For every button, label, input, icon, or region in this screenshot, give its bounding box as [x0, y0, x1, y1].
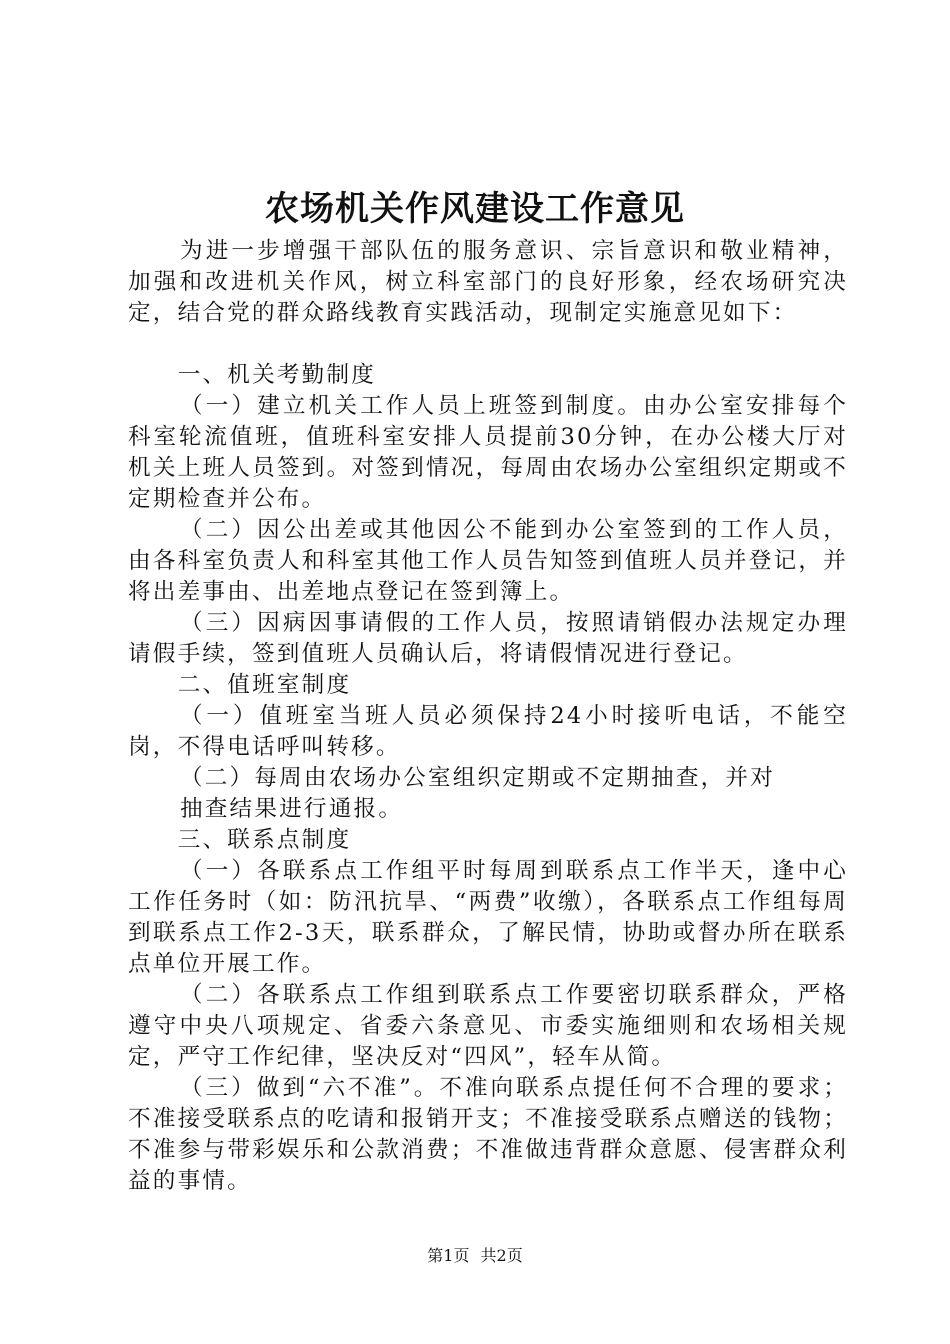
intro-paragraph: 为进一步增强干部队伍的服务意识、宗旨意识和敬业精神，加强和改进机关作风，树立科室部门的良好形象，经农场研究决定，结合党的群众路线教育实践活动，现制定实施意见如下：	[128, 238, 848, 326]
document-title: 农场机关作风建设工作意见	[265, 189, 685, 229]
section-item: （一）各联系点工作组平时每周到联系点工作半天，逢中心工作任务时（如：防汛抗旱、“两费”收缴），各联系点工作组每周到联系点工作2-3天，联系群众，了解民情，协助或督办所在联系点单位开展工作。	[128, 858, 848, 977]
page-number-total: 共2页	[480, 1246, 523, 1265]
section-item: （一）建立机关工作人员上班签到制度。由办公室安排每个科室轮流值班，值班科室安排人员提前30分钟，在办公楼大厅对机关上班人员签到。对签到情况，每周由农场办公室组织定期或不定期检查并公布。	[128, 393, 848, 512]
section-heading-contact-point: 三、联系点制度	[177, 827, 352, 853]
section-item: 抽查结果进行通报。	[179, 796, 404, 822]
paragraph-spacer	[128, 329, 848, 360]
section-item: （三）做到“六不准”。不准向联系点提任何不合理的要求；不准接受联系点的吃请和报销开支；不准接受联系点赠送的钱物；不准参与带彩娱乐和公款消费；不准做违背群众意愿、侵害群众利益的事情。	[128, 1075, 848, 1194]
section-heading-duty-room: 二、值班室制度	[177, 672, 352, 698]
document-body	[128, 236, 848, 1197]
section-item: （三）因病因事请假的工作人员，按照请销假办法规定办理请假手续，签到值班人员确认后，将请假情况进行登记。	[128, 610, 848, 667]
section-item: （二）各联系点工作组到联系点工作要密切联系群众，严格遵守中央八项规定、省委六条意见、市委实施细则和农场相关规定，严守工作纪律，坚决反对“四风”，轻车从简。	[128, 982, 848, 1070]
page-footer	[0, 1244, 950, 1268]
section-item: （一）值班室当班人员必须保持24小时接听电话，不能空岗，不得电话呼叫转移。	[128, 703, 848, 760]
section-item: （二）因公出差或其他因公不能到办公室签到的工作人员，由各科室负责人和科室其他工作人员告知签到值班人员并登记，并将出差事由、出差地点登记在签到簿上。	[128, 517, 848, 605]
page-number-current: 第1页	[427, 1246, 470, 1265]
section-heading-attendance: 一、机关考勤制度	[177, 362, 377, 388]
section-item: （二）每周由农场办公室组织定期或不定期抽查，并对	[179, 765, 776, 791]
